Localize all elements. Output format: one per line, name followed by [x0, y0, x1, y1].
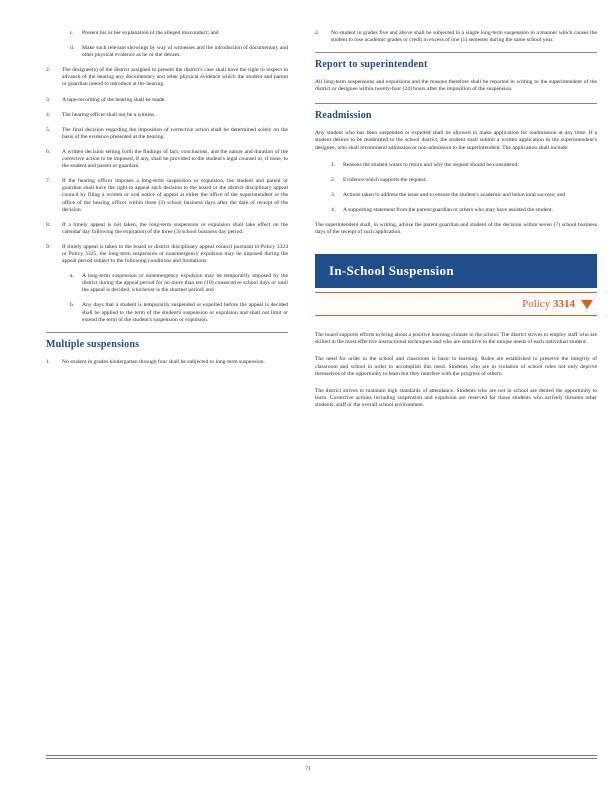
- list-text: The final decision regarding the imposition of corrective action shall be determined solely on the basis of the evidence presented at the hearing.: [62, 126, 288, 140]
- list-item: [315, 30, 597, 44]
- list-item: [46, 97, 288, 104]
- report-paragraph: All long-term suspensions and expulsions and the reasons therefore shall be reported in writing to the superintendent of the district or designee within twenty-four (24) hours after the imposition of the suspension.: [315, 79, 597, 93]
- list-item: [46, 178, 288, 213]
- readmission-closing-paragraph: The superintendent shall, in writing, advise the parent guardian and student of the decision within seven (7) school business days of the receipt of such application.: [315, 222, 597, 236]
- list-text: A long-term suspension or nonemergency expulsion may be temporarily imposed by the district during the appeal period for no more than ten (10) consecutive school days or until the appeal is decided, whichever is the shortest period; and: [82, 273, 288, 294]
- list-item: [46, 149, 288, 170]
- list-marker: c.: [70, 30, 74, 36]
- list-item: [46, 359, 288, 366]
- footer-rule: [46, 755, 597, 756]
- section-divider: [315, 103, 597, 104]
- list-item: [46, 222, 288, 236]
- iss-paragraph: The need for order in the school and classroom is basic to learning. Rules are established to preserve the integrity of classroom and school in order to accomplish this need. Students who are in violation of school rules not only deprive themselves of the opportunity to learn but they interfere with the progress of others.: [315, 356, 597, 377]
- policy-label: [522, 297, 575, 310]
- list-text: If a timely appeal is not taken, the long-term suspension or expulsion shall take effect on the calendar day following the expiration of the three (3) school business day period.: [62, 221, 288, 235]
- list-item: [70, 30, 288, 37]
- list-item: [331, 162, 597, 169]
- list-marker: 2.: [46, 67, 51, 74]
- section-divider: [315, 52, 597, 53]
- list-marker: 4.: [46, 111, 51, 118]
- list-text: Actions taken to address the issue and to ensure the student's academic and behavioral success; and: [343, 191, 566, 198]
- list-text: The hearing officer shall not be a witness.: [62, 111, 156, 118]
- left-top-subitems: [70, 30, 288, 59]
- list-marker: 1.: [46, 358, 51, 365]
- banner-title: In-School Suspension: [329, 263, 454, 279]
- list-marker: 5.: [46, 126, 51, 133]
- list-text: Evidence which supports the request;: [343, 176, 427, 183]
- readmission-list: [331, 162, 597, 214]
- list-text: If timely appeal is taken to the board or district disciplinary appeal council pursuant to Policy 3324 or Policy 3325, the long-term suspension or nonemergency expulsion may be imposed during the appeal period subject to the following conditions and limitations:: [62, 243, 288, 265]
- triangle-down-icon: [581, 300, 593, 309]
- list-marker: 7.: [46, 178, 51, 185]
- list-marker: d.: [70, 45, 75, 52]
- list-item: [46, 112, 288, 119]
- list-marker: 2.: [315, 30, 320, 36]
- list-text: Make such relevant showings by way of witnesses and the introduction of documentary and other physical evidence as he or she desires.: [82, 45, 288, 59]
- section-divider: [46, 332, 288, 333]
- list-marker: a.: [70, 273, 74, 280]
- iss-paragraph: The district strives to maintain high standards of attendance. Students who are not in school are denied the opportunity to learn. Corrective actions including suspension and expulsion are reserved for those students who actively threaten other students, staff or the overall school environment.: [315, 387, 597, 408]
- list-item: [331, 192, 597, 199]
- list-text: A tape-recording of the hearing shall be made.: [62, 96, 166, 103]
- list-text: Present his or her explanation of the alleged misconduct; and: [82, 30, 219, 36]
- list-item: [70, 45, 288, 59]
- policy-label-text: Policy: [522, 297, 551, 310]
- left-subitems: [70, 273, 288, 324]
- policy-bar: [315, 292, 597, 316]
- list-text: If the hearing officer imposes a long-term suspension or expulsion, the student and parent or guardian shall have the right to appeal such decision to the board or the district disciplinary appeal council by filing a written or oral notice of appeal at either the office of the superintendent or the office of the hearing officer within three (3) school business days after the date of receipt of the decision.: [62, 178, 288, 213]
- list-item: [331, 207, 597, 214]
- list-marker: 4.: [331, 206, 336, 213]
- left-column: [46, 30, 288, 374]
- list-text: Any days that a student is temporarily suspended or expelled before the appeal is decided shall be applied to the term of the student's suspension or expulsion and shall not limit or extend the term of the student's suspension or expulsion.: [82, 302, 288, 323]
- list-marker: 6.: [46, 148, 51, 155]
- list-marker: 3.: [46, 96, 51, 103]
- iss-paragraph: The board supports efforts to bring about a positive learning climate in the school. The district strives to employ staff who are skilled in the most effective instructional techniques and who are sensitive to the unique needs of each individual student.: [315, 332, 597, 346]
- section-heading-readmission: Readmission: [315, 110, 372, 122]
- footer-rule: [46, 758, 597, 759]
- list-marker: 1.: [331, 161, 336, 168]
- list-text: Reasons the student wants to return and why the request should be considered;: [343, 161, 519, 168]
- list-marker: b.: [70, 302, 75, 309]
- list-text: A written decision setting forth the findings of fact, conclusions, and the nature and duration of the corrective action to be imposed, if any, shall be provided to the student's legal counsel or, if none, to the student and parent or guardian.: [62, 148, 288, 170]
- list-text: No student in grades five and above shall be subjected to a single long-term suspension in a manner which causes the student to lose academic grades or credit in excess of one (1) semester during the same school year.: [331, 30, 597, 44]
- list-item: [70, 273, 288, 294]
- list-text: No student in grades kindergarten through four shall be subjected to long-term suspension.: [62, 358, 265, 365]
- list-text: A supporting statement from the parent/guardian or others who may have assisted the student.: [343, 206, 554, 213]
- list-marker: 8.: [46, 221, 51, 228]
- list-item: [46, 127, 288, 141]
- page-number: 71: [305, 766, 311, 772]
- list-marker: 9.: [46, 243, 51, 250]
- list-item: [331, 177, 597, 184]
- list-marker: 3.: [331, 191, 336, 198]
- section-banner: [315, 254, 597, 288]
- section-heading-multiple-suspensions: Multiple suspensions: [46, 338, 140, 350]
- readmission-paragraph: Any student who has been suspended or expelled shall be allowed to make application for readmission at any time. If a student desires to be readmitted to the school district, the student shall submit a written application to the superintendent's designee, who shall recommend admission or non-admission to the superintendent. The application shall include:: [315, 130, 597, 151]
- right-column: [315, 30, 597, 419]
- list-marker: 2.: [331, 176, 336, 183]
- section-heading-report: Report to superintendent: [315, 59, 428, 71]
- list-item: [46, 67, 288, 88]
- list-item: [70, 302, 288, 323]
- footer-rules: [46, 755, 597, 761]
- list-text: The designee(s) of the district assigned to present the district's case shall have the right to inspect in advance of the hearing any documentary and other physical evidence which the student and parent or guardian intend to introduce at the hearing.: [62, 67, 288, 88]
- list-item: [46, 244, 288, 265]
- policy-number: 3314: [553, 297, 575, 310]
